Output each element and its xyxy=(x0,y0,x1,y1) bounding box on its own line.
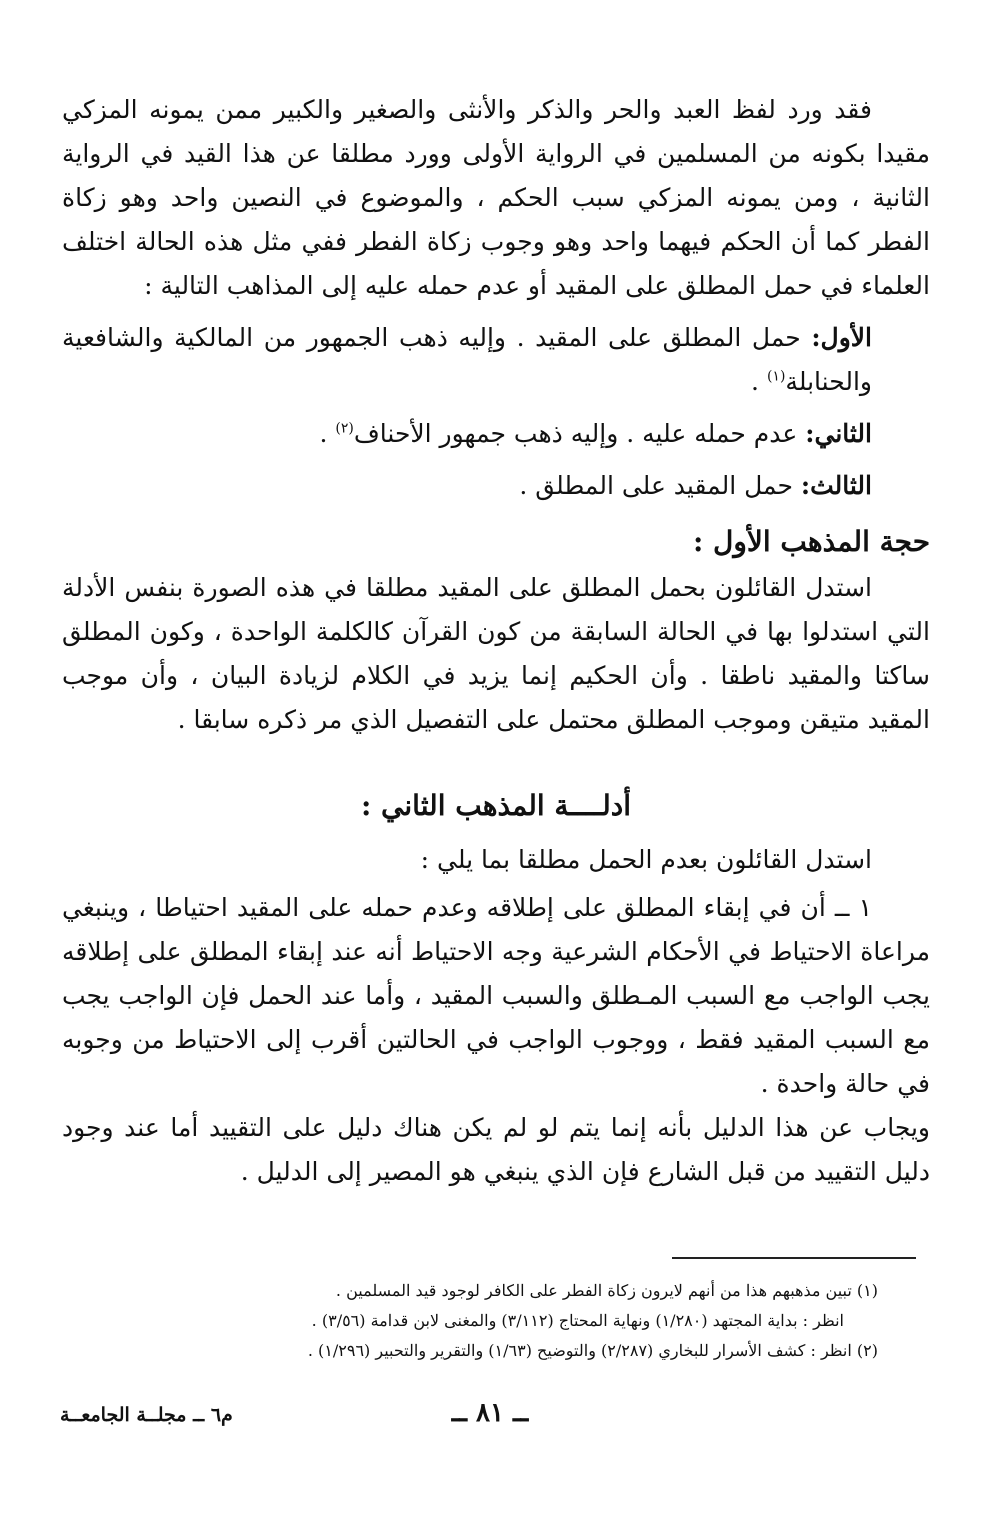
school-first-label: الأول: xyxy=(811,323,872,352)
school-third-text: حمل المقيد على المطلق . xyxy=(519,471,801,500)
evidence-1-response: ويجاب عن هذا الدليل بأنه إنما يتم لو لم يكن هناك دليل على التقييد أما عند وجود دليل التقييد من قبل الشارع فإن الذي ينبغي هو المصير إلى الدليل . xyxy=(62,1113,930,1186)
footnote-ref-2: (٢) xyxy=(335,420,354,437)
section1-heading: حجة المذهب الأول : xyxy=(692,525,930,558)
journal-mark: م٦ ــ مجلــة الجامعــة xyxy=(60,1404,233,1426)
page-number: ــ ٨١ ــ xyxy=(451,1398,529,1428)
school-first-tail: . xyxy=(751,367,767,396)
school-second xyxy=(62,412,930,456)
footnote-ref-1: (١) xyxy=(766,368,786,385)
evidence-1: ١ ــ أن في إبقاء المطلق على إطلاقه وعدم حمله على المقيد احتياطا ، وينبغي مراعاة الاحتياط في الأحكام الشرعية وجه الاحتياط أنه عند إبقاء المطلق على إطلاقه يجب الواجب مع السبب المـطلق والسبب المقيد ، وأما عند الحمل فإن الواجب يجب مع السبب المقيد فقط ، ووجوب الواجب في الحالتين أقرب إلى الاحتياط من وجوبه في حالة واحدة . xyxy=(62,893,930,1098)
intro-paragraph: فقد ورد لفظ العبد والحر والذكر والأنثى والصغير والكبير ممن يمونه المزكي مقيدا بكونه من المسلمين في الرواية الأولى وورد مطلقا عن هذا القيد في الرواية الثانية ، ومن يمونه المزكي سبب الحكم ، والموضوع في النصين واحد وهو زكاة الفطر كما أن الحكم فيهما واحد وهو وجوب زكاة الفطر ففي مثل هذه الحالة اختلف العلماء في حمل المطلق على المقيد أو عدم حمله عليه إلى المذاهب التالية : xyxy=(62,95,930,300)
school-third xyxy=(62,464,930,508)
schools-list xyxy=(62,316,930,508)
section1-paragraph: استدل القائلون بحمل المطلق على المقيد مطلقا في هذه الصورة بنفس الأدلة التي استدلوا بها في الحالة السابقة من كون القرآن كالكلمة الواحدة ، وكون المطلق ساكتا والمقيد ناطقا . وأن الحكيم إنما يزيد في الكلام لزيادة البيان ، وأن موجب المقيد متيقن وموجب المطلق محتمل على التفصيل الذي مر ذكره سابقا . xyxy=(62,573,930,734)
footnote-divider xyxy=(672,1257,916,1259)
section2-intro: استدل القائلون بعدم الحمل مطلقا بما يلي : xyxy=(420,845,872,874)
footnote-2: (٢) انظر : كشف الأسرار للبخاري (٢/٢٨٧) والتوضيح (١/٦٣) والتقرير والتحبير (١/٢٩٦) . xyxy=(307,1341,878,1360)
school-second-tail: . xyxy=(319,419,336,448)
school-second-label: الثاني: xyxy=(805,419,872,448)
school-second-text: عدم حمله عليه . وإليه ذهب جمهور الأحناف xyxy=(353,419,806,448)
school-third-label: الثالث: xyxy=(800,471,872,500)
footnote-1: (١) تبين مذهبهم هذا من أنهم لايرون زكاة الفطر على الكافر لوجود قيد المسلمين . xyxy=(335,1281,878,1300)
section2-heading: أدلــــة المذهب الثاني : xyxy=(360,789,632,822)
main-text xyxy=(62,88,930,1194)
school-first xyxy=(62,316,930,404)
school-first-text: حمل المطلق على المقيد . وإليه ذهب الجمهور من المالكية والشافعية والحنابلة xyxy=(62,323,872,396)
footnote-1-continued: انظر : بداية المجتهد (١/٢٨٠) ونهاية المحتاج (٣/١١٢) والمغنى لابن قدامة (٣/٥٦) . xyxy=(311,1311,844,1330)
footnotes xyxy=(90,1276,878,1366)
